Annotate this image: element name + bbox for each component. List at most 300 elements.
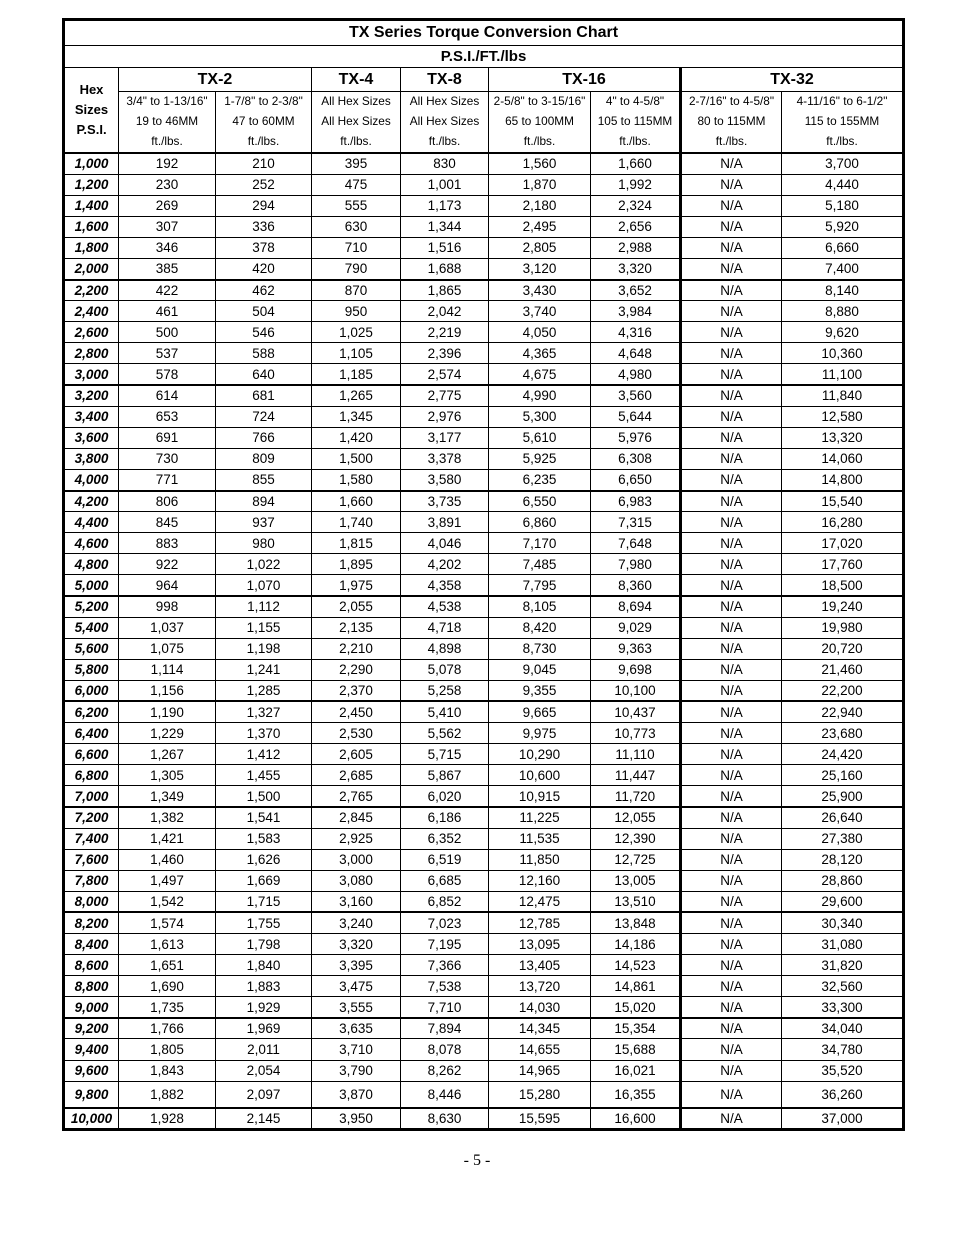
value-cell: 16,021 bbox=[591, 1060, 681, 1081]
table-row bbox=[64, 406, 904, 427]
value-cell: 20,720 bbox=[782, 638, 904, 659]
value-cell: N/A bbox=[681, 976, 782, 997]
value-cell: 7,894 bbox=[401, 1018, 489, 1039]
value-cell: 653 bbox=[119, 406, 216, 427]
psi-cell: 2,400 bbox=[64, 301, 119, 322]
row-group bbox=[64, 491, 904, 596]
value-cell: 10,773 bbox=[591, 723, 681, 744]
value-cell: N/A bbox=[681, 153, 782, 174]
value-cell: 27,380 bbox=[782, 828, 904, 849]
group-header-tx-8: TX-8 bbox=[401, 68, 489, 92]
value-cell: 1,075 bbox=[119, 638, 216, 659]
value-cell: 2,324 bbox=[591, 195, 681, 216]
corner-header-hex-sizes-psi bbox=[64, 68, 119, 154]
value-cell: 8,446 bbox=[401, 1081, 489, 1108]
value-cell: N/A bbox=[681, 174, 782, 195]
table-row bbox=[64, 469, 904, 490]
psi-cell: 6,400 bbox=[64, 723, 119, 744]
value-cell: 36,260 bbox=[782, 1081, 904, 1108]
value-cell: N/A bbox=[681, 448, 782, 469]
value-cell: 6,235 bbox=[489, 469, 591, 490]
value-cell: 546 bbox=[216, 322, 312, 343]
value-cell: 1,345 bbox=[312, 406, 401, 427]
value-cell: 17,020 bbox=[782, 533, 904, 554]
value-cell: 10,437 bbox=[591, 701, 681, 722]
table-title: TX Series Torque Conversion Chart bbox=[64, 20, 904, 46]
psi-cell: 7,000 bbox=[64, 786, 119, 807]
value-cell: N/A bbox=[681, 870, 782, 891]
value-cell: 14,523 bbox=[591, 955, 681, 976]
table-row bbox=[64, 258, 904, 279]
value-cell: 475 bbox=[312, 174, 401, 195]
value-cell: 21,460 bbox=[782, 659, 904, 680]
value-cell: 1,798 bbox=[216, 933, 312, 954]
value-cell: 10,100 bbox=[591, 680, 681, 701]
value-cell: N/A bbox=[681, 912, 782, 933]
value-cell: 294 bbox=[216, 195, 312, 216]
value-cell: N/A bbox=[681, 364, 782, 385]
value-cell: 3,635 bbox=[312, 1018, 401, 1039]
value-cell: 1,420 bbox=[312, 427, 401, 448]
value-cell: 4,718 bbox=[401, 617, 489, 638]
psi-cell: 8,600 bbox=[64, 955, 119, 976]
psi-cell: 6,200 bbox=[64, 701, 119, 722]
table-row bbox=[64, 1060, 904, 1081]
column-header-line: ft./lbs. bbox=[247, 133, 280, 148]
value-cell: 395 bbox=[312, 153, 401, 174]
value-cell: 336 bbox=[216, 216, 312, 237]
value-cell: 31,080 bbox=[782, 933, 904, 954]
value-cell: 5,300 bbox=[489, 406, 591, 427]
value-cell: 3,395 bbox=[312, 955, 401, 976]
value-cell: 5,867 bbox=[401, 765, 489, 786]
value-cell: 1,500 bbox=[312, 448, 401, 469]
value-cell: 15,020 bbox=[591, 997, 681, 1018]
value-cell: 8,730 bbox=[489, 638, 591, 659]
value-cell: 3,080 bbox=[312, 870, 401, 891]
value-cell: N/A bbox=[681, 744, 782, 765]
value-cell: 6,860 bbox=[489, 512, 591, 533]
value-cell: 9,698 bbox=[591, 659, 681, 680]
psi-cell: 1,000 bbox=[64, 153, 119, 174]
value-cell: 1,344 bbox=[401, 216, 489, 237]
value-cell: 6,020 bbox=[401, 786, 489, 807]
value-cell: 6,352 bbox=[401, 828, 489, 849]
column-header-line: ft./lbs. bbox=[826, 133, 858, 148]
value-cell: 7,315 bbox=[591, 512, 681, 533]
column-header bbox=[591, 92, 681, 154]
psi-cell: 2,800 bbox=[64, 343, 119, 364]
psi-cell: 2,000 bbox=[64, 258, 119, 279]
value-cell: 681 bbox=[216, 385, 312, 406]
column-header-line: 1-7/8" to 2-3/8" bbox=[224, 94, 303, 109]
psi-cell: 4,000 bbox=[64, 469, 119, 490]
table-row bbox=[64, 301, 904, 322]
value-cell: 4,365 bbox=[489, 343, 591, 364]
value-cell: 29,600 bbox=[782, 891, 904, 912]
value-cell: 3,870 bbox=[312, 1081, 401, 1108]
value-cell: 11,225 bbox=[489, 807, 591, 828]
value-cell: 2,656 bbox=[591, 216, 681, 237]
value-cell: 1,805 bbox=[119, 1039, 216, 1060]
value-cell: 16,355 bbox=[591, 1081, 681, 1108]
psi-cell: 2,200 bbox=[64, 280, 119, 301]
value-cell: 15,540 bbox=[782, 491, 904, 512]
value-cell: 790 bbox=[312, 258, 401, 279]
corner-header-line: Sizes bbox=[74, 101, 109, 117]
value-cell: N/A bbox=[681, 301, 782, 322]
column-header bbox=[489, 92, 591, 154]
value-cell: 5,976 bbox=[591, 427, 681, 448]
table-row bbox=[64, 280, 904, 301]
psi-cell: 6,800 bbox=[64, 765, 119, 786]
psi-cell: 3,400 bbox=[64, 406, 119, 427]
value-cell: 1,755 bbox=[216, 912, 312, 933]
value-cell: N/A bbox=[681, 533, 782, 554]
column-header-line: ft./lbs. bbox=[619, 133, 651, 148]
value-cell: 7,366 bbox=[401, 955, 489, 976]
value-cell: 1,267 bbox=[119, 744, 216, 765]
value-cell: N/A bbox=[681, 406, 782, 427]
value-cell: 724 bbox=[216, 406, 312, 427]
table-row bbox=[64, 870, 904, 891]
column-header-line: 3/4" to 1-13/16" bbox=[126, 94, 208, 109]
value-cell: 2,450 bbox=[312, 701, 401, 722]
value-cell: 5,920 bbox=[782, 216, 904, 237]
psi-cell: 4,800 bbox=[64, 554, 119, 575]
psi-cell: 9,600 bbox=[64, 1060, 119, 1081]
value-cell: 210 bbox=[216, 153, 312, 174]
value-cell: 22,940 bbox=[782, 701, 904, 722]
table-row bbox=[64, 322, 904, 343]
column-header-line: 80 to 115MM bbox=[697, 114, 766, 129]
value-cell: 3,580 bbox=[401, 469, 489, 490]
value-cell: 13,848 bbox=[591, 912, 681, 933]
value-cell: 15,595 bbox=[489, 1108, 591, 1129]
value-cell: 3,430 bbox=[489, 280, 591, 301]
value-cell: 5,078 bbox=[401, 659, 489, 680]
value-cell: 37,000 bbox=[782, 1108, 904, 1129]
table-row bbox=[64, 554, 904, 575]
psi-cell: 7,200 bbox=[64, 807, 119, 828]
value-cell: 1,626 bbox=[216, 849, 312, 870]
value-cell: 2,495 bbox=[489, 216, 591, 237]
value-cell: N/A bbox=[681, 554, 782, 575]
table-row bbox=[64, 448, 904, 469]
value-cell: N/A bbox=[681, 659, 782, 680]
value-cell: 1,156 bbox=[119, 680, 216, 701]
value-cell: 9,665 bbox=[489, 701, 591, 722]
row-group bbox=[64, 153, 904, 280]
value-cell: N/A bbox=[681, 638, 782, 659]
table-row bbox=[64, 343, 904, 364]
value-cell: 8,078 bbox=[401, 1039, 489, 1060]
psi-cell: 3,000 bbox=[64, 364, 119, 385]
value-cell: 1,583 bbox=[216, 828, 312, 849]
value-cell: 3,177 bbox=[401, 427, 489, 448]
value-cell: 14,060 bbox=[782, 448, 904, 469]
value-cell: N/A bbox=[681, 258, 782, 279]
value-cell: N/A bbox=[681, 680, 782, 701]
table-row bbox=[64, 765, 904, 786]
table-row bbox=[64, 680, 904, 701]
value-cell: N/A bbox=[681, 849, 782, 870]
value-cell: 1,497 bbox=[119, 870, 216, 891]
psi-cell: 2,600 bbox=[64, 322, 119, 343]
value-cell: 1,173 bbox=[401, 195, 489, 216]
value-cell: 10,360 bbox=[782, 343, 904, 364]
title-row bbox=[64, 20, 904, 46]
table-row bbox=[64, 1108, 904, 1129]
value-cell: 15,354 bbox=[591, 1018, 681, 1039]
value-cell: N/A bbox=[681, 723, 782, 744]
value-cell: N/A bbox=[681, 322, 782, 343]
table-row bbox=[64, 216, 904, 237]
value-cell: 1,382 bbox=[119, 807, 216, 828]
table-row bbox=[64, 364, 904, 385]
value-cell: 1,198 bbox=[216, 638, 312, 659]
value-cell: 31,820 bbox=[782, 955, 904, 976]
value-cell: 1,883 bbox=[216, 976, 312, 997]
table-row bbox=[64, 575, 904, 596]
value-cell: 1,895 bbox=[312, 554, 401, 575]
value-cell: 7,538 bbox=[401, 976, 489, 997]
value-cell: 2,845 bbox=[312, 807, 401, 828]
table-row bbox=[64, 659, 904, 680]
value-cell: 630 bbox=[312, 216, 401, 237]
value-cell: 5,410 bbox=[401, 701, 489, 722]
value-cell: 7,485 bbox=[489, 554, 591, 575]
psi-cell: 3,800 bbox=[64, 448, 119, 469]
value-cell: 894 bbox=[216, 491, 312, 512]
column-header bbox=[216, 92, 312, 154]
value-cell: 809 bbox=[216, 448, 312, 469]
value-cell: 12,475 bbox=[489, 891, 591, 912]
row-group bbox=[64, 912, 904, 1017]
row-group bbox=[64, 701, 904, 806]
value-cell: 17,760 bbox=[782, 554, 904, 575]
column-header-row bbox=[64, 92, 904, 154]
table-row bbox=[64, 976, 904, 997]
value-cell: 640 bbox=[216, 364, 312, 385]
psi-cell: 4,600 bbox=[64, 533, 119, 554]
value-cell: 230 bbox=[119, 174, 216, 195]
value-cell: 1,688 bbox=[401, 258, 489, 279]
value-cell: 422 bbox=[119, 280, 216, 301]
value-cell: 710 bbox=[312, 237, 401, 258]
value-cell: 7,400 bbox=[782, 258, 904, 279]
value-cell: 12,055 bbox=[591, 807, 681, 828]
value-cell: 870 bbox=[312, 280, 401, 301]
value-cell: 1,500 bbox=[216, 786, 312, 807]
value-cell: 9,363 bbox=[591, 638, 681, 659]
value-cell: 2,290 bbox=[312, 659, 401, 680]
table-row bbox=[64, 997, 904, 1018]
value-cell: 24,420 bbox=[782, 744, 904, 765]
psi-cell: 3,600 bbox=[64, 427, 119, 448]
value-cell: 1,285 bbox=[216, 680, 312, 701]
column-header bbox=[401, 92, 489, 154]
value-cell: N/A bbox=[681, 1018, 782, 1039]
column-header bbox=[312, 92, 401, 154]
value-cell: 1,715 bbox=[216, 891, 312, 912]
value-cell: 1,975 bbox=[312, 575, 401, 596]
value-cell: N/A bbox=[681, 1108, 782, 1129]
value-cell: 1,190 bbox=[119, 701, 216, 722]
value-cell: 2,219 bbox=[401, 322, 489, 343]
value-cell: 806 bbox=[119, 491, 216, 512]
psi-cell: 6,000 bbox=[64, 680, 119, 701]
value-cell: 766 bbox=[216, 427, 312, 448]
value-cell: 8,140 bbox=[782, 280, 904, 301]
table-row bbox=[64, 512, 904, 533]
psi-cell: 3,200 bbox=[64, 385, 119, 406]
table-row bbox=[64, 1081, 904, 1108]
column-header-line: 2-5/8" to 3-15/16" bbox=[493, 94, 586, 109]
table-row bbox=[64, 786, 904, 807]
table-row bbox=[64, 744, 904, 765]
column-header-line: ft./lbs. bbox=[523, 133, 556, 148]
value-cell: 23,680 bbox=[782, 723, 904, 744]
table-row bbox=[64, 891, 904, 912]
value-cell: 15,280 bbox=[489, 1081, 591, 1108]
value-cell: 1,580 bbox=[312, 469, 401, 490]
column-header-line: All Hex Sizes bbox=[409, 114, 480, 129]
value-cell: 14,800 bbox=[782, 469, 904, 490]
value-cell: 10,915 bbox=[489, 786, 591, 807]
psi-cell: 1,200 bbox=[64, 174, 119, 195]
value-cell: 3,555 bbox=[312, 997, 401, 1018]
value-cell: 16,600 bbox=[591, 1108, 681, 1129]
psi-cell: 8,800 bbox=[64, 976, 119, 997]
value-cell: 2,396 bbox=[401, 343, 489, 364]
psi-cell: 1,400 bbox=[64, 195, 119, 216]
value-cell: 14,186 bbox=[591, 933, 681, 954]
psi-cell: 5,600 bbox=[64, 638, 119, 659]
table-row bbox=[64, 174, 904, 195]
value-cell: 6,660 bbox=[782, 237, 904, 258]
value-cell: 22,200 bbox=[782, 680, 904, 701]
value-cell: 385 bbox=[119, 258, 216, 279]
value-cell: N/A bbox=[681, 385, 782, 406]
value-cell: 3,950 bbox=[312, 1108, 401, 1129]
psi-cell: 5,200 bbox=[64, 596, 119, 617]
column-header-line: 105 to 115MM bbox=[597, 114, 673, 129]
group-header-tx-4: TX-4 bbox=[312, 68, 401, 92]
value-cell: 7,980 bbox=[591, 554, 681, 575]
table-row bbox=[64, 153, 904, 174]
value-cell: 1,327 bbox=[216, 701, 312, 722]
value-cell: 30,340 bbox=[782, 912, 904, 933]
value-cell: 1,022 bbox=[216, 554, 312, 575]
value-cell: 1,105 bbox=[312, 343, 401, 364]
value-cell: 8,630 bbox=[401, 1108, 489, 1129]
psi-cell: 6,600 bbox=[64, 744, 119, 765]
value-cell: 3,984 bbox=[591, 301, 681, 322]
value-cell: N/A bbox=[681, 1039, 782, 1060]
value-cell: 4,046 bbox=[401, 533, 489, 554]
psi-cell: 7,400 bbox=[64, 828, 119, 849]
table-row bbox=[64, 1039, 904, 1060]
value-cell: 3,652 bbox=[591, 280, 681, 301]
column-header-line: All Hex Sizes bbox=[321, 94, 391, 109]
value-cell: 4,675 bbox=[489, 364, 591, 385]
value-cell: 1,882 bbox=[119, 1081, 216, 1108]
value-cell: 1,574 bbox=[119, 912, 216, 933]
value-cell: 1,412 bbox=[216, 744, 312, 765]
value-cell: 2,370 bbox=[312, 680, 401, 701]
table-row bbox=[64, 1018, 904, 1039]
value-cell: 691 bbox=[119, 427, 216, 448]
group-header-tx-16: TX-16 bbox=[489, 68, 681, 92]
column-header bbox=[119, 92, 216, 154]
value-cell: N/A bbox=[681, 343, 782, 364]
value-cell: 922 bbox=[119, 554, 216, 575]
value-cell: 2,135 bbox=[312, 617, 401, 638]
value-cell: 2,988 bbox=[591, 237, 681, 258]
value-cell: 588 bbox=[216, 343, 312, 364]
value-cell: 1,660 bbox=[312, 491, 401, 512]
value-cell: 9,355 bbox=[489, 680, 591, 701]
value-cell: 3,120 bbox=[489, 258, 591, 279]
table-row bbox=[64, 807, 904, 828]
value-cell: 1,455 bbox=[216, 765, 312, 786]
value-cell: 346 bbox=[119, 237, 216, 258]
row-group bbox=[64, 385, 904, 490]
value-cell: 3,700 bbox=[782, 153, 904, 174]
table-row bbox=[64, 427, 904, 448]
value-cell: 937 bbox=[216, 512, 312, 533]
value-cell: 12,725 bbox=[591, 849, 681, 870]
value-cell: 1,740 bbox=[312, 512, 401, 533]
value-cell: 771 bbox=[119, 469, 216, 490]
column-header-line: All Hex Sizes bbox=[409, 94, 480, 109]
corner-header-line: P.S.I. bbox=[76, 122, 107, 138]
value-cell: 13,320 bbox=[782, 427, 904, 448]
value-cell: 2,685 bbox=[312, 765, 401, 786]
value-cell: 1,265 bbox=[312, 385, 401, 406]
value-cell: N/A bbox=[681, 617, 782, 638]
value-cell: 845 bbox=[119, 512, 216, 533]
corner-header-line: Hex bbox=[79, 81, 104, 97]
value-cell: 1,070 bbox=[216, 575, 312, 596]
value-cell: 578 bbox=[119, 364, 216, 385]
value-cell: N/A bbox=[681, 1060, 782, 1081]
value-cell: 35,520 bbox=[782, 1060, 904, 1081]
value-cell: 3,000 bbox=[312, 849, 401, 870]
value-cell: 1,969 bbox=[216, 1018, 312, 1039]
table-row bbox=[64, 533, 904, 554]
value-cell: 614 bbox=[119, 385, 216, 406]
value-cell: 980 bbox=[216, 533, 312, 554]
table-row bbox=[64, 596, 904, 617]
table-row bbox=[64, 491, 904, 512]
value-cell: 8,105 bbox=[489, 596, 591, 617]
value-cell: 504 bbox=[216, 301, 312, 322]
value-cell: N/A bbox=[681, 596, 782, 617]
value-cell: 11,110 bbox=[591, 744, 681, 765]
value-cell: 28,120 bbox=[782, 849, 904, 870]
row-group bbox=[64, 1108, 904, 1129]
column-header-line: 115 to 155MM bbox=[804, 114, 880, 129]
value-cell: 500 bbox=[119, 322, 216, 343]
value-cell: 3,320 bbox=[312, 933, 401, 954]
table-row bbox=[64, 849, 904, 870]
table-row bbox=[64, 828, 904, 849]
value-cell: 6,650 bbox=[591, 469, 681, 490]
value-cell: 13,005 bbox=[591, 870, 681, 891]
psi-cell: 7,800 bbox=[64, 870, 119, 891]
